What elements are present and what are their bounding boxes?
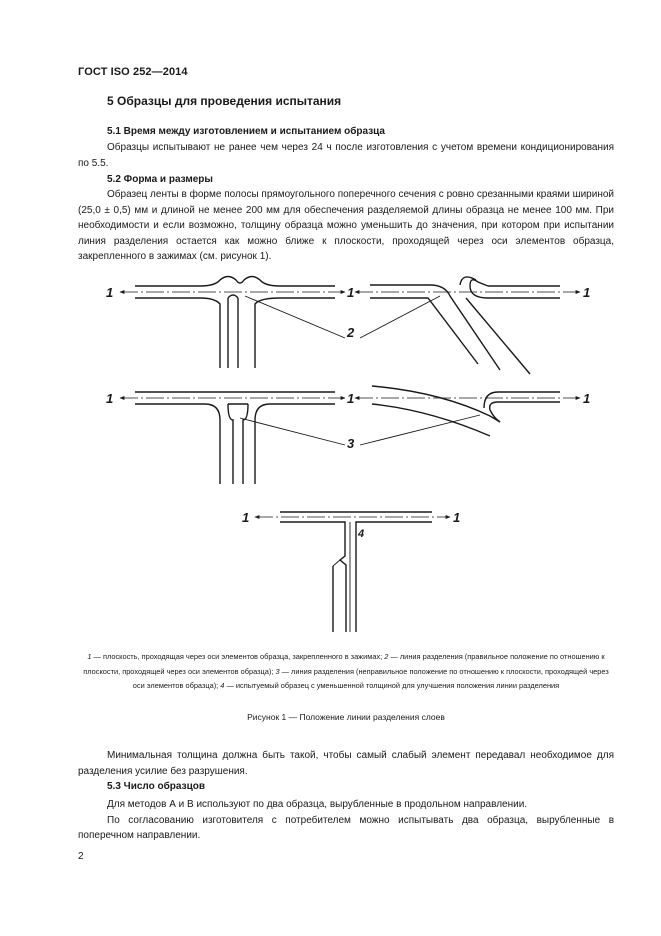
figure-label-3: 3: [347, 436, 355, 451]
page-number: 2: [78, 851, 84, 862]
document-header: ГОСТ ISO 252—2014: [78, 66, 188, 78]
legend-number: 3: [275, 666, 280, 676]
figure-label-4: 4: [358, 528, 365, 540]
figure-label-1: 1: [583, 391, 591, 406]
paragraph: Образцы испытывают не ранее чем через 24 ч после изготовления с учетом времени кондиционирования по 5.5.: [78, 142, 614, 169]
figure-label-1: 1: [242, 510, 250, 525]
paragraph: Образец ленты в форме полосы прямоугольного поперечного сечения с ровно срезанными краями шириной (25,0 ± 0,5) мм и длиной не менее 200 мм для обеспечения разделяемой длины образца не менее 100 мм. При необходимости и если возможно, толщину образца можно уменьшить до значения, при котором при испытании линия разделения остается как можно ближе к плоскости, проходящей через оси элементов образца, закрепленного в зажимах (см. рисунок 1).: [78, 189, 614, 262]
legend-text: — линия разделения (правильное положение по отношению к плоскости, проходящей через оси элементов образца);: [83, 652, 605, 676]
legend-text: — линия разделения (неправильное положение по отношению к плоскости, проходящей через оси элементов образца);: [132, 666, 609, 691]
legend-text: — испытуемый образец с уменьшенной толщиной для улучшения положения линии разделения: [224, 681, 560, 691]
diagram-b: [355, 277, 580, 374]
figure-label-1: 1: [453, 510, 461, 525]
paragraph: Для методов А и В используют по два образца, вырубленные в продольном направлении.: [107, 799, 528, 810]
legend-number: 4: [220, 681, 225, 691]
figure-legend: [78, 650, 614, 694]
subsection-5-1-title: 5.1 Время между изготовлением и испытанием образца: [107, 126, 385, 137]
diagram-a: [120, 277, 345, 369]
figure-label-1: 1: [106, 391, 114, 406]
paragraph: Минимальная толщина должна быть такой, чтобы самый слабый элемент передавал необходимое для разделения усилие без разрушения.: [78, 750, 614, 777]
legend-text: — плоскость, проходящая через оси элементов образца, закрепленного в зажимах;: [91, 652, 385, 661]
paragraph: По согласованию изготовителя с потребителем можно испытывать два образца, вырубленные в поперечном направлении.: [78, 814, 614, 841]
section-title: 5 Образцы для проведения испытания: [107, 94, 342, 108]
figure-label-1: 1: [347, 391, 355, 406]
legend-number: 2: [384, 652, 389, 661]
legend-number: 1: [87, 652, 92, 661]
figure-label-2: 2: [347, 325, 355, 340]
figure-title: Рисунок 1 — Положение линии разделения слоев: [247, 712, 445, 722]
figure-label-1: 1: [106, 285, 114, 300]
diagram-d: [355, 386, 580, 436]
figure-label-1: 1: [583, 285, 591, 300]
subsection-5-3-text: [78, 797, 614, 844]
subsection-5-2-title: 5.2 Форма и размеры: [107, 174, 213, 185]
after-figure-text: [78, 748, 614, 779]
diagram-c: [120, 392, 345, 484]
diagram-e: [255, 512, 450, 632]
figure-label-1: 1: [347, 285, 355, 300]
subsection-5-3-title: 5.3 Число образцов: [107, 781, 205, 792]
